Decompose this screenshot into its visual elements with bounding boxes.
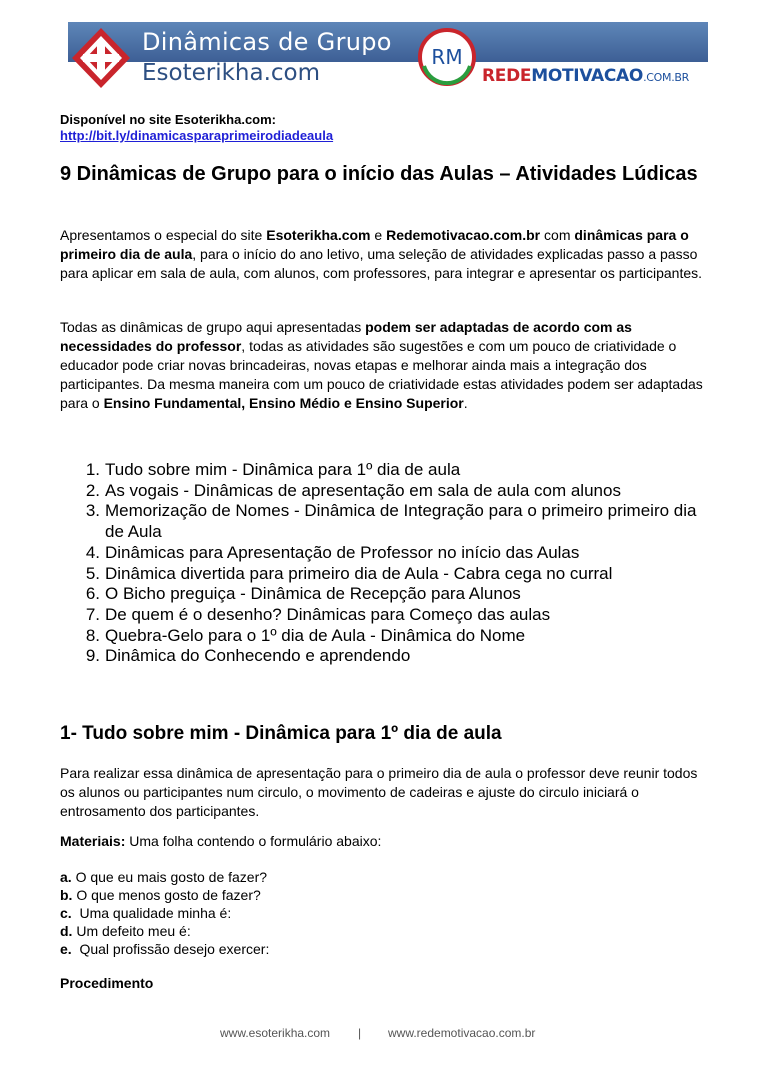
question-item xyxy=(60,922,191,940)
toc-number: 2. xyxy=(85,480,100,500)
materials-line xyxy=(60,832,715,851)
intro-text-3: com xyxy=(540,227,575,243)
toc-text: De quem é o desenho? Dinâmicas para Começo das aulas xyxy=(105,604,551,624)
adapt-text-1: Todas as dinâmicas de grupo aqui apresentadas xyxy=(60,319,366,335)
question-text: Um defeito meu é: xyxy=(72,923,191,939)
toc-item[interactable] xyxy=(78,584,718,605)
question-letter: e. xyxy=(60,941,72,957)
intro-bold-1: Esoterikha.com xyxy=(266,227,371,243)
question-letter: d. xyxy=(60,923,73,939)
question-item xyxy=(60,886,261,904)
toc-number: 6. xyxy=(85,584,100,604)
toc-text: Dinâmicas para Apresentação de Professor no início das Aulas xyxy=(105,542,580,562)
toc-text: O Bicho preguiça - Dinâmica de Recepção para Alunos xyxy=(105,584,521,604)
question-text: O que eu mais gosto de fazer? xyxy=(71,869,268,885)
toc-number: 7. xyxy=(85,604,100,624)
toc-item[interactable] xyxy=(78,543,718,564)
toc-number: 9. xyxy=(85,646,100,666)
toc-item[interactable] xyxy=(78,501,718,542)
adapt-text-2: , todas as atividades são sugestões e com um pouco de criatividade o educador pode criar novas brincadeiras, novas etapas e melhorar ainda mais a integração dos participantes. Da mesma maneira com um pouco de criatividade estas atividades podem ser adaptadas para o xyxy=(60,338,703,411)
brand-url: Esoterikha.com xyxy=(142,60,321,86)
adapt-text-3: . xyxy=(463,395,468,411)
adapt-bold-2: Ensino Fundamental, Ensino Médio e Ensino Superior xyxy=(103,395,464,411)
toc-item[interactable] xyxy=(78,481,718,502)
footer-separator: | xyxy=(358,1026,362,1040)
toc-text: Tudo sobre mim - Dinâmica para 1º dia de aula xyxy=(105,460,461,479)
question-item xyxy=(60,940,269,958)
table-of-contents xyxy=(78,460,718,667)
source-label: Disponível no site Esoterikha.com: xyxy=(60,112,276,127)
brand-title: Dinâmicas de Grupo xyxy=(142,28,392,56)
intro-paragraph xyxy=(60,226,715,283)
toc-number: 3. xyxy=(85,501,100,521)
toc-item[interactable] xyxy=(78,605,718,626)
partner-name-part2: MOTIVACAO xyxy=(531,66,644,86)
partner-name xyxy=(482,66,689,86)
footer-link-esoterikha[interactable]: www.esoterikha.com xyxy=(220,1026,331,1040)
toc-number: 8. xyxy=(85,625,100,645)
section-body: Para realizar essa dinâmica de apresentação para o primeiro dia de aula o professor deve reunir todos os alunos ou participantes num circulo, o movimento de cadeiras e ajuste do circulo iniciará o entrosamento dos participantes. xyxy=(60,765,698,819)
question-text: O que menos gosto de fazer? xyxy=(72,887,261,903)
intro-bold-3: dinâmicas para o primeiro dia de aula xyxy=(60,227,689,262)
intro-text-4: , para o início do ano letivo, uma seleção de atividades explicadas passo a passo para aplicar em sala de aula, com alunos, com professores, para integrar e apresentar os participantes. xyxy=(60,246,703,281)
question-letter: c. xyxy=(60,905,72,921)
question-item xyxy=(60,868,267,886)
intro-text-1: Apresentamos o especial do site xyxy=(60,227,267,243)
question-text: Qual profissão desejo exercer: xyxy=(71,941,270,957)
toc-number: 5. xyxy=(85,563,100,583)
procedure-heading: Procedimento xyxy=(60,975,154,991)
question-letter: a. xyxy=(60,869,72,885)
footer-link-redemotivacao[interactable]: www.redemotivacao.com.br xyxy=(388,1026,536,1040)
document-title: 9 Dinâmicas de Grupo para o início das Aulas – Atividades Lúdicas xyxy=(60,163,698,185)
toc-number: 4. xyxy=(85,542,100,562)
toc-text: Quebra-Gelo para o 1º dia de Aula - Dinâmica do Nome xyxy=(105,625,526,645)
section-title: 1- Tudo sobre mim - Dinâmica para 1º dia de aula xyxy=(60,723,502,744)
question-item xyxy=(60,904,231,922)
materials-label: Materiais: xyxy=(60,833,126,849)
toc-text: As vogais - Dinâmicas de apresentação em sala de aula com alunos xyxy=(105,480,621,500)
toc-item[interactable] xyxy=(78,646,718,667)
intro-text-2: e xyxy=(370,227,387,243)
question-text: Uma qualidade minha é: xyxy=(71,905,232,921)
esoterikha-logo-icon xyxy=(70,26,132,90)
materials-text: Uma folha contendo o formulário abaixo: xyxy=(125,833,382,849)
toc-number: 1. xyxy=(85,460,100,479)
rm-initials: RM xyxy=(431,45,463,69)
toc-text: Dinâmica do Conhecendo e aprendendo xyxy=(105,646,411,666)
partner-name-part1: REDE xyxy=(482,66,532,86)
intro-bold-2: Redemotivacao.com.br xyxy=(386,227,541,243)
toc-text: Memorização de Nomes - Dinâmica de Integração para o primeiro primeiro dia de Aula xyxy=(105,501,697,542)
partner-domain: .COM.BR xyxy=(643,71,689,84)
toc-item[interactable] xyxy=(78,460,718,481)
toc-item[interactable] xyxy=(78,626,718,647)
adapt-bold-1: podem ser adaptadas de acordo com as necessidades do professor xyxy=(60,319,632,354)
toc-item[interactable] xyxy=(78,564,718,585)
redemotivacao-logo-icon xyxy=(418,28,476,86)
toc-text: Dinâmica divertida para primeiro dia de Aula - Cabra cega no curral xyxy=(105,563,613,583)
adapt-paragraph xyxy=(60,318,715,413)
question-letter: b. xyxy=(60,887,73,903)
header-banner xyxy=(68,22,708,94)
source-link[interactable]: http://bit.ly/dinamicasparaprimeirodiadeaula xyxy=(60,128,334,143)
